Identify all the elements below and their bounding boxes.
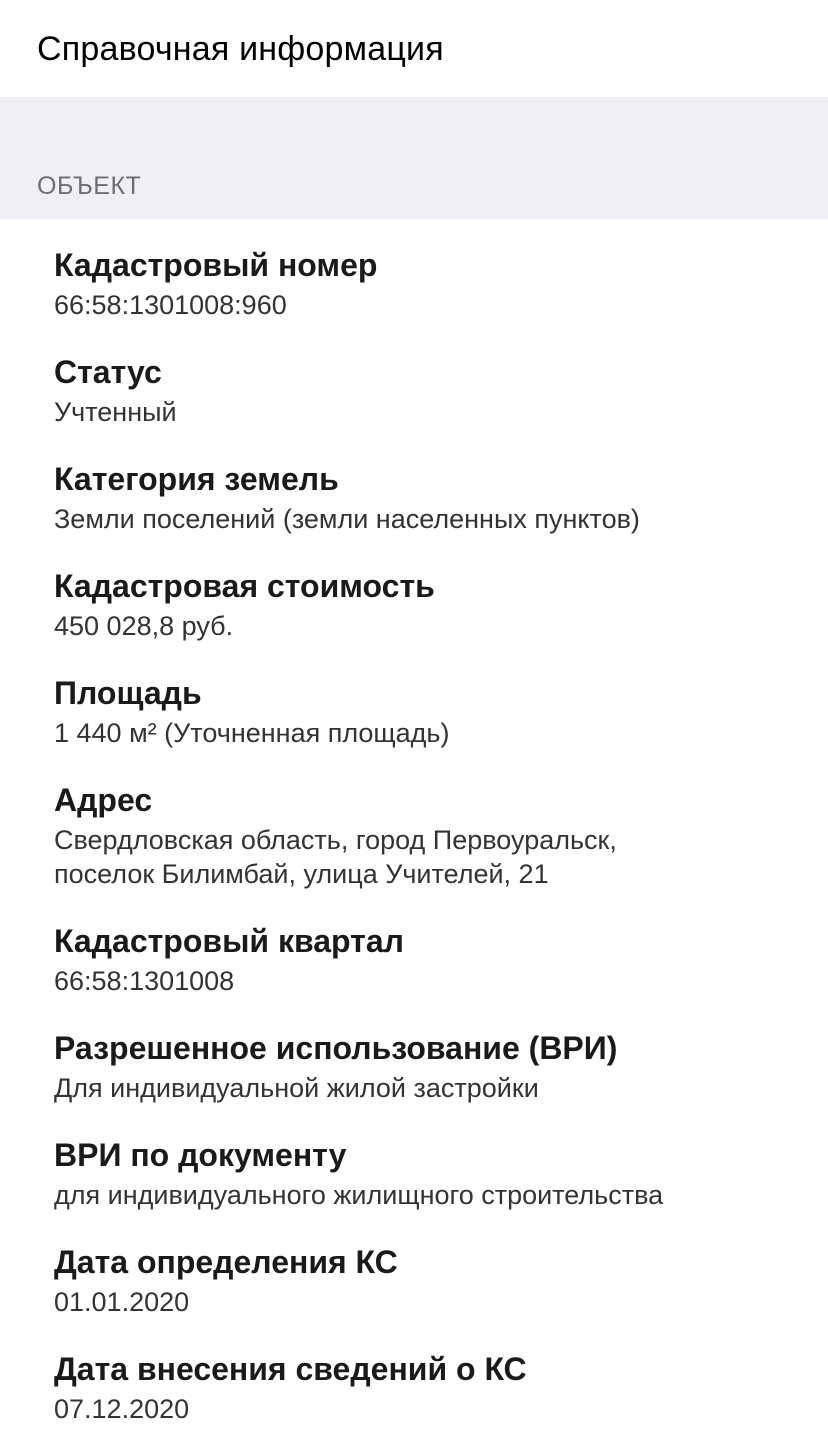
- info-list: [0, 219, 828, 1426]
- field-label: Кадастровая стоимость: [54, 568, 435, 604]
- page-header: [0, 0, 828, 97]
- field-value: 07.12.2020: [54, 1394, 190, 1424]
- page-title: Справочная информация: [37, 30, 444, 68]
- field-value: 1 440 м² (Уточненная площадь): [54, 718, 450, 748]
- field-permitted-use: [54, 1028, 828, 1105]
- field-value: Земли поселений (земли населенных пунктов): [54, 504, 640, 534]
- section-label-object: ОБЪЕКТ: [37, 172, 142, 200]
- field-label: Площадь: [54, 675, 202, 711]
- field-label: Адрес: [54, 782, 153, 818]
- field-value: Учтенный: [54, 397, 177, 427]
- field-label: Категория земель: [54, 461, 339, 497]
- field-label: Разрешенное использование (ВРИ): [54, 1030, 618, 1066]
- field-label: Кадастровый квартал: [54, 923, 404, 959]
- field-value: 01.01.2020: [54, 1287, 190, 1317]
- field-cadastral-value: [54, 566, 828, 643]
- field-cadastral-quarter: [54, 921, 828, 998]
- field-land-category: [54, 459, 828, 536]
- field-status: [54, 352, 828, 429]
- field-value: Свердловская область, город Первоуральск, поселок Билимбай, улица Учителей, 21: [54, 825, 617, 889]
- field-label: Дата внесения сведений о КС: [54, 1351, 527, 1387]
- field-valuation-date: [54, 1242, 828, 1319]
- field-valuation-entry-date: [54, 1349, 828, 1426]
- field-label: ВРИ по документу: [54, 1137, 347, 1173]
- field-area: [54, 673, 828, 750]
- field-value: Для индивидуальной жилой застройки: [54, 1073, 539, 1103]
- field-value: 66:58:1301008:960: [54, 290, 287, 320]
- section-header: [0, 97, 828, 219]
- field-permitted-use-document: [54, 1135, 828, 1212]
- field-label: Статус: [54, 354, 162, 390]
- field-address: [54, 780, 828, 891]
- field-label: Дата определения КС: [54, 1244, 398, 1280]
- field-value: 66:58:1301008: [54, 966, 235, 996]
- field-label: Кадастровый номер: [54, 247, 378, 283]
- field-cadastral-number: [54, 245, 828, 322]
- field-value: 450 028,8 руб.: [54, 611, 234, 641]
- field-value: для индивидуального жилищного строительства: [54, 1180, 664, 1210]
